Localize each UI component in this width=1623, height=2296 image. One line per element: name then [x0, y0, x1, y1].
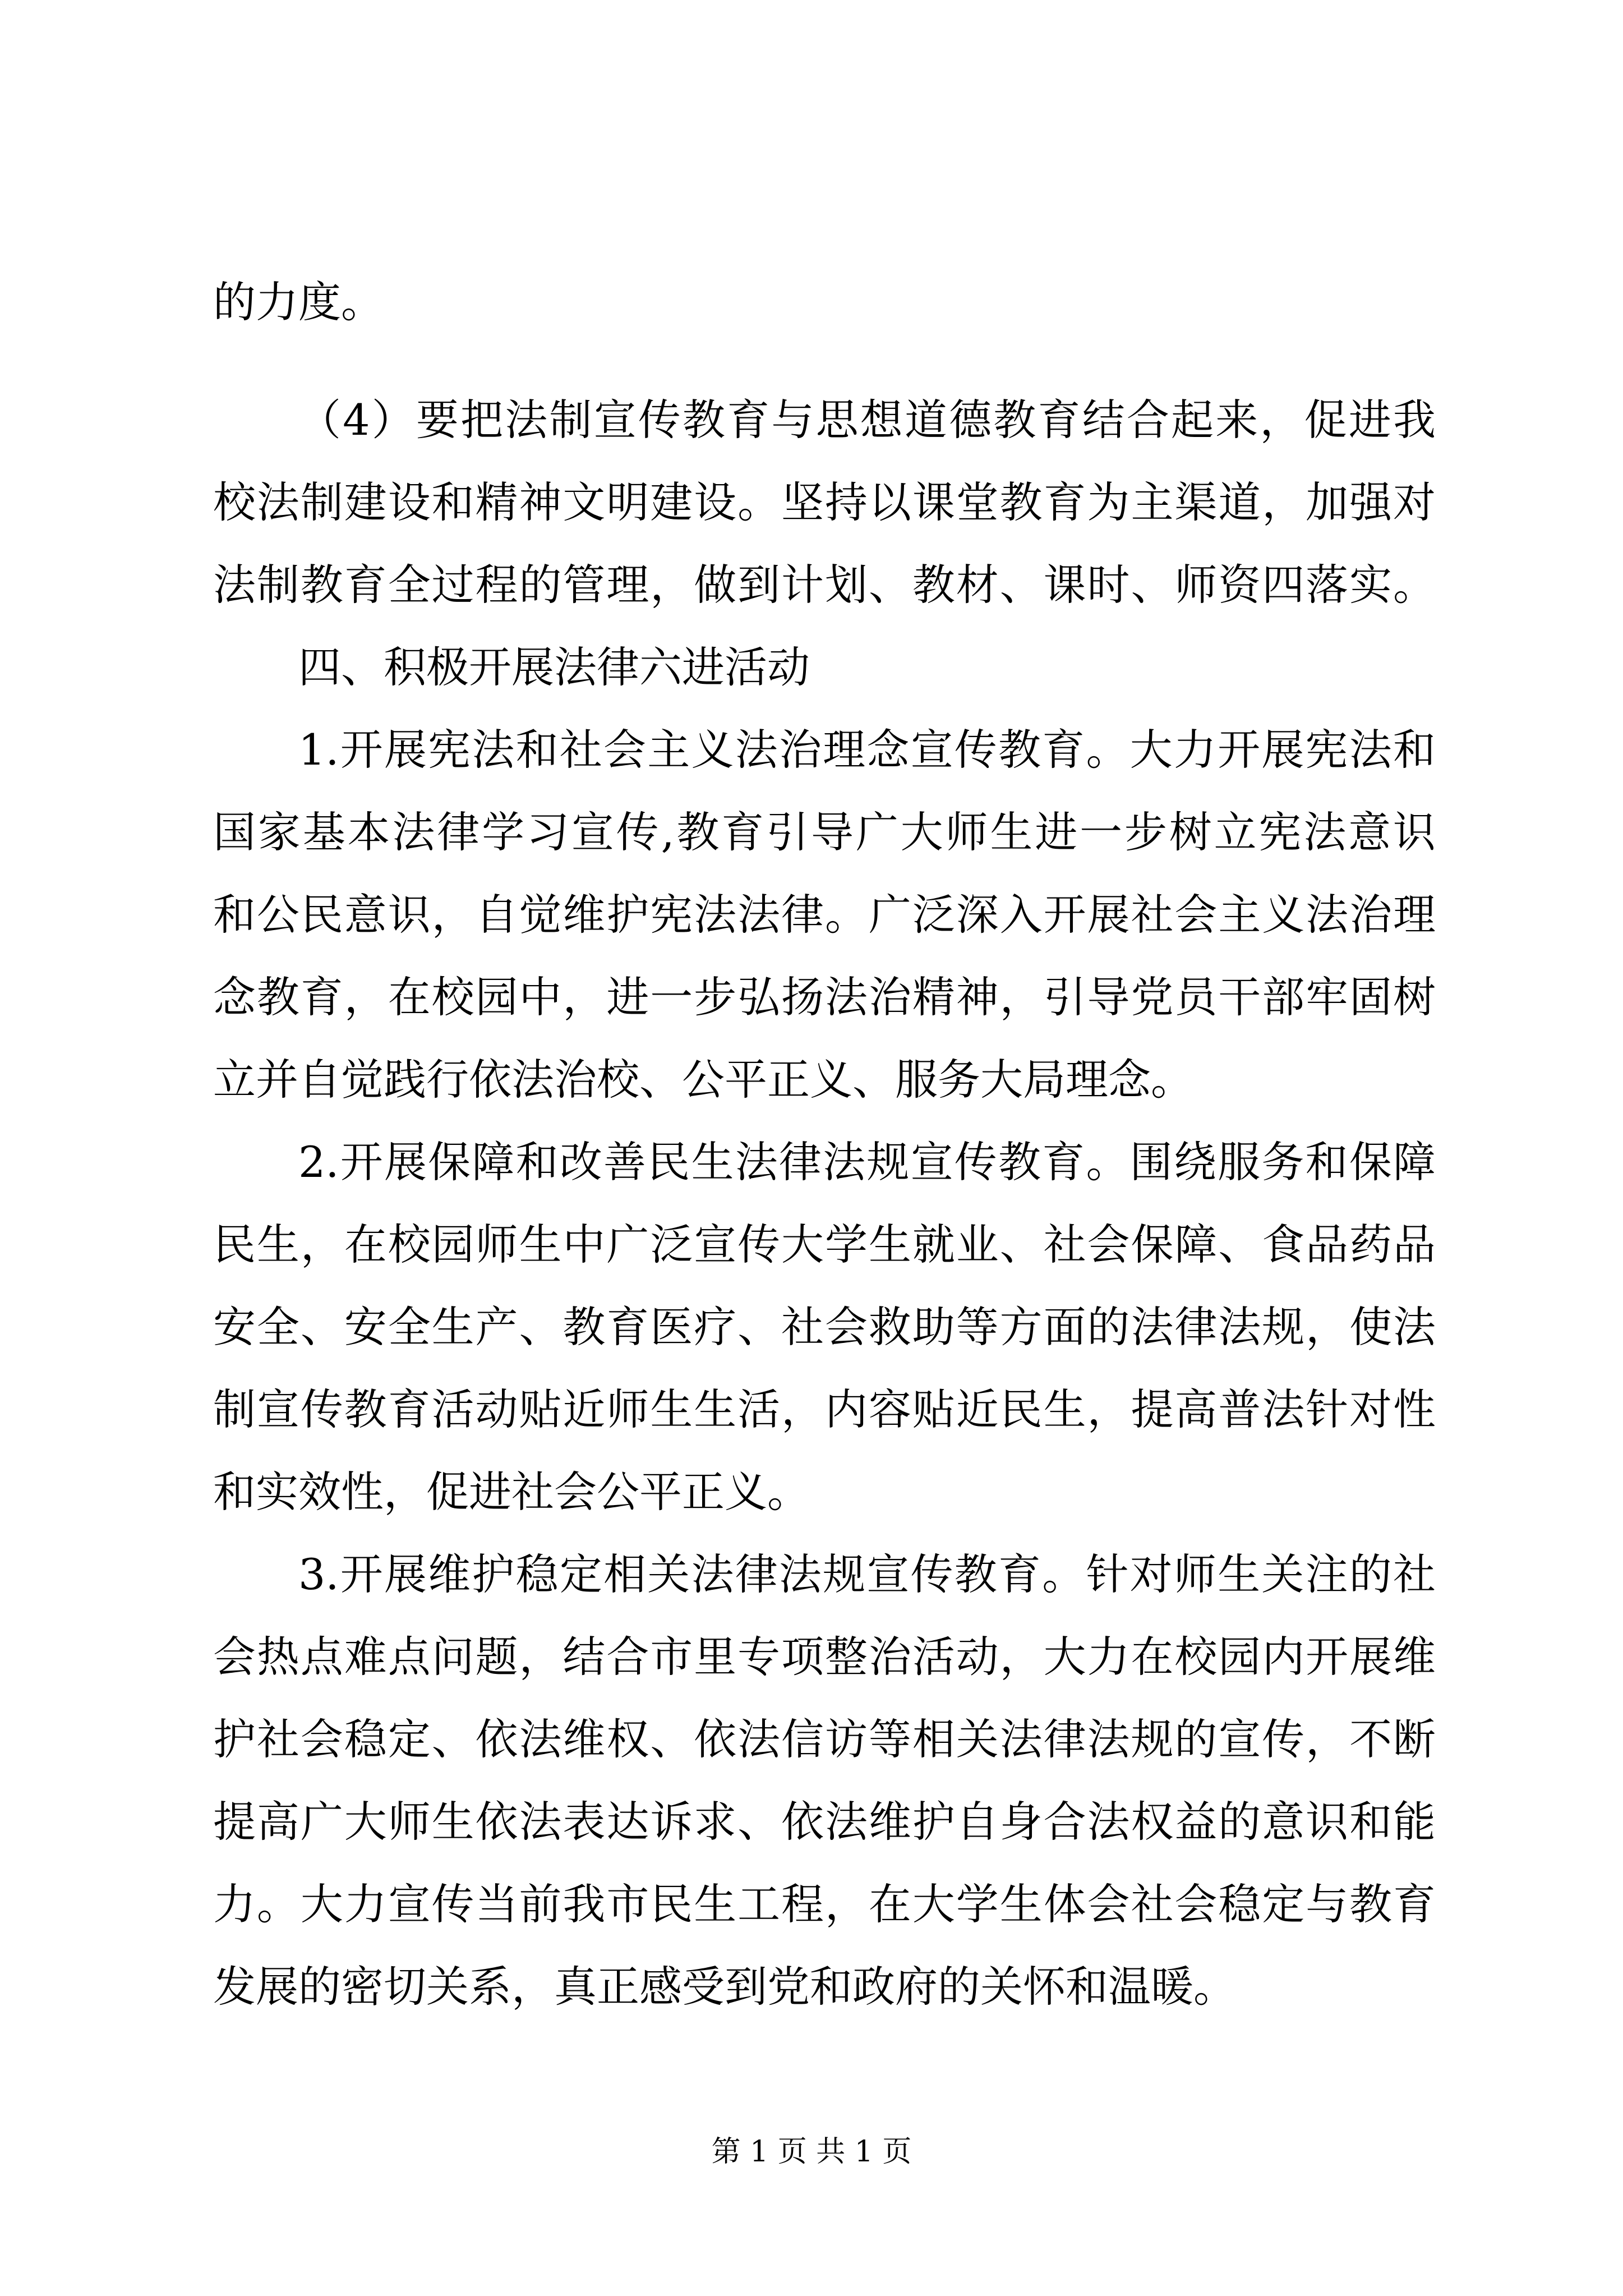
text-line: 提高广大师生依法表达诉求、依法维护自身合法权益的意识和能	[213, 1797, 1436, 1847]
text-line: 力。大力宣传当前我市民生工程，在大学生体会社会稳定与教育	[213, 1879, 1436, 1929]
text-line: 法制教育全过程的管理，做到计划、教材、课时、师资四落实。	[213, 560, 1436, 610]
paragraph-point-2	[213, 1121, 1436, 1533]
paragraph-point-3	[213, 1533, 1436, 2028]
text-line: 1.开展宪法和社会主义法治理念宣传教育。大力开展宪法和	[298, 725, 1436, 775]
text-line: 民生，在校园师生中广泛宣传大学生就业、社会保障、食品药品	[213, 1220, 1436, 1269]
text-line: 和公民意识，自觉维护宪法法律。广泛深入开展社会主义法治理	[213, 890, 1436, 940]
text-line: 和实效性，促进社会公平正义。	[213, 1467, 810, 1517]
text-line: 3.开展维护稳定相关法律法规宣传教育。针对师生关注的社	[298, 1549, 1436, 1599]
text-line: 护社会稳定、依法维权、依法信访等相关法律法规的宣传，不断	[213, 1714, 1436, 1764]
text-line: 安全、安全生产、教育医疗、社会救助等方面的法律法规，使法	[213, 1302, 1436, 1352]
text-line: 校法制建设和精神文明建设。坚持以课堂教育为主渠道，加强对	[213, 477, 1436, 527]
text-line: 的力度。	[213, 277, 384, 327]
text-line: 国家基本法律学习宣传,教育引导广大师生进一步树立宪法意识	[213, 807, 1436, 857]
text-line: 制宣传教育活动贴近师生生活，内容贴近民生，提高普法针对性	[213, 1384, 1436, 1434]
paragraph-item-4	[213, 379, 1436, 626]
text-line: 念教育，在校园中，进一步弘扬法治精神，引导党员干部牢固树	[213, 972, 1436, 1022]
text-line: 发展的密切关系，真正感受到党和政府的关怀和温暖。	[213, 1962, 1236, 2012]
paragraph-point-1	[213, 708, 1436, 1121]
text-line: 立并自觉践行依法治校、公平正义、服务大局理念。	[213, 1055, 1193, 1105]
text-line: （4）要把法制宣传教育与思想道德教育结合起来，促进我	[298, 395, 1436, 445]
section-heading	[213, 626, 1436, 708]
paragraph-continuation	[213, 261, 1436, 343]
section-heading-text: 四、积极开展法律六进活动	[298, 642, 810, 692]
text-line: 2.开展保障和改善民生法律法规宣传教育。围绕服务和保障	[298, 1137, 1436, 1187]
text-line: 会热点难点问题，结合市里专项整治活动，大力在校园内开展维	[213, 1632, 1436, 1682]
page-footer	[0, 2135, 1623, 2169]
document-body	[213, 261, 1436, 2028]
page-number: 第 1 页 共 1 页	[711, 2135, 912, 2169]
